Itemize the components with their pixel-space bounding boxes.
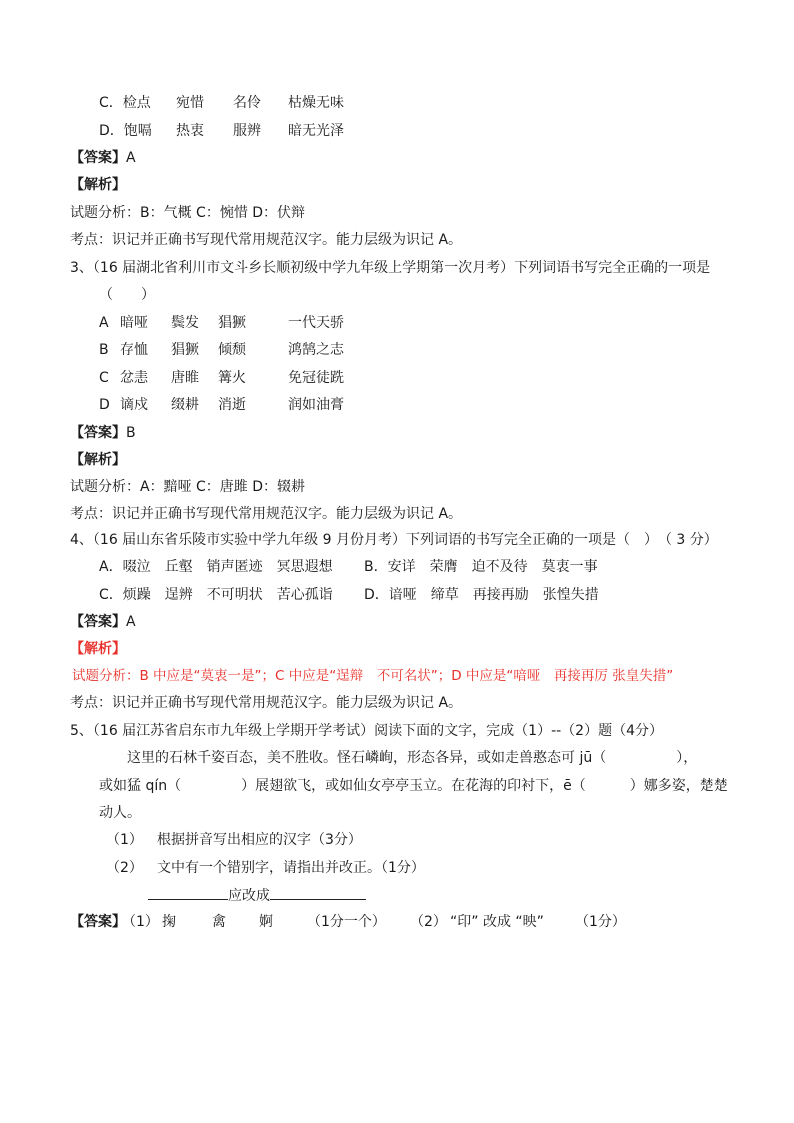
option-c-label: C．检点 xyxy=(99,95,151,111)
q4-analysis-label: 【解析】 xyxy=(70,641,126,657)
q3-stem: 3、（16 届湖北省利川市文斗乡长顺初级中学九年级上学期第一次月考）下列词语书写完全正确的一项是 xyxy=(70,260,711,276)
q5-passage-line-2: 或如猛 qín（ ）展翅欲飞，或如仙女亭亭玉立。在花海的印衬下，ē（ ）娜多姿，楚楚 xyxy=(99,778,728,794)
q3-answer: 【答案】B xyxy=(70,425,136,441)
q5-sub-2: （2） 文中有一个错别字，请指出并改正。（1分） xyxy=(106,860,425,876)
option-d-word-3: 服辨 xyxy=(233,123,261,139)
q2-analysis-label: 【解析】 xyxy=(70,177,126,193)
q3-point: 考点：识记并正确书写现代常用规范汉字。能力层级为识记 A。 xyxy=(70,506,463,522)
fill-blank-wrong[interactable] xyxy=(148,885,228,900)
q5-fill-line: 应改成 xyxy=(148,885,366,905)
q5-sub-1: （1） 根据拼音写出相应的汉字（3分） xyxy=(106,832,362,848)
q3-analysis: 试题分析：A：黯哑 C：唐雎 D：辍耕 xyxy=(70,479,306,495)
q4-point: 考点：识记并正确书写现代常用规范汉字。能力层级为识记 A。 xyxy=(70,695,463,711)
option-d-label: D．饱嗝 xyxy=(99,123,152,139)
option-c-word-3: 名伶 xyxy=(233,95,261,111)
q4-stem: 4、（16 届山东省乐陵市实验中学九年级 9 月份月考）下列词语的书写完全正确的一项是（ ） （ 3 分） xyxy=(70,532,718,548)
q4-analysis: 试题分析：B 中应是“莫衷一是”；C 中应是“逞辩 不可名状”；D 中应是“喑哑 再接再厉 张皇失措” xyxy=(72,668,674,684)
q5-stem: 5、（16 届江苏省启东市九年级上学期开学考试）阅读下面的文字，完成（1）--（2）题（4分） xyxy=(70,723,663,739)
q3-paren: （ ） xyxy=(99,287,155,303)
fill-blank-correct[interactable] xyxy=(270,885,366,900)
q5-passage-line-1: 这里的石林千姿百态，美不胜收。怪石嶙峋，形态各异，或如走兽憨态可 jū（ ）， xyxy=(127,750,698,766)
q5-passage-line-3: 动人。 xyxy=(99,805,141,821)
option-d-word-4: 暗无光泽 xyxy=(288,123,344,139)
q5-answer: 【答案】 （1） 掬 禽 婀 （1分一个） （2） “印” 改成 “映” （1分） xyxy=(70,914,626,930)
q4-answer: 【答案】A xyxy=(70,614,136,630)
q2-point: 考点：识记并正确书写现代常用规范汉字。能力层级为识记 A。 xyxy=(70,232,463,248)
option-d-word-2: 热衷 xyxy=(176,123,204,139)
q2-answer: 【答案】A xyxy=(70,150,136,166)
option-c-word-4: 枯燥无味 xyxy=(288,95,344,111)
q3-analysis-label: 【解析】 xyxy=(70,452,126,468)
option-c-word-2: 宛惜 xyxy=(176,95,204,111)
q2-analysis: 试题分析：B：气概 C：惋惜 D：伏辩 xyxy=(70,205,306,221)
